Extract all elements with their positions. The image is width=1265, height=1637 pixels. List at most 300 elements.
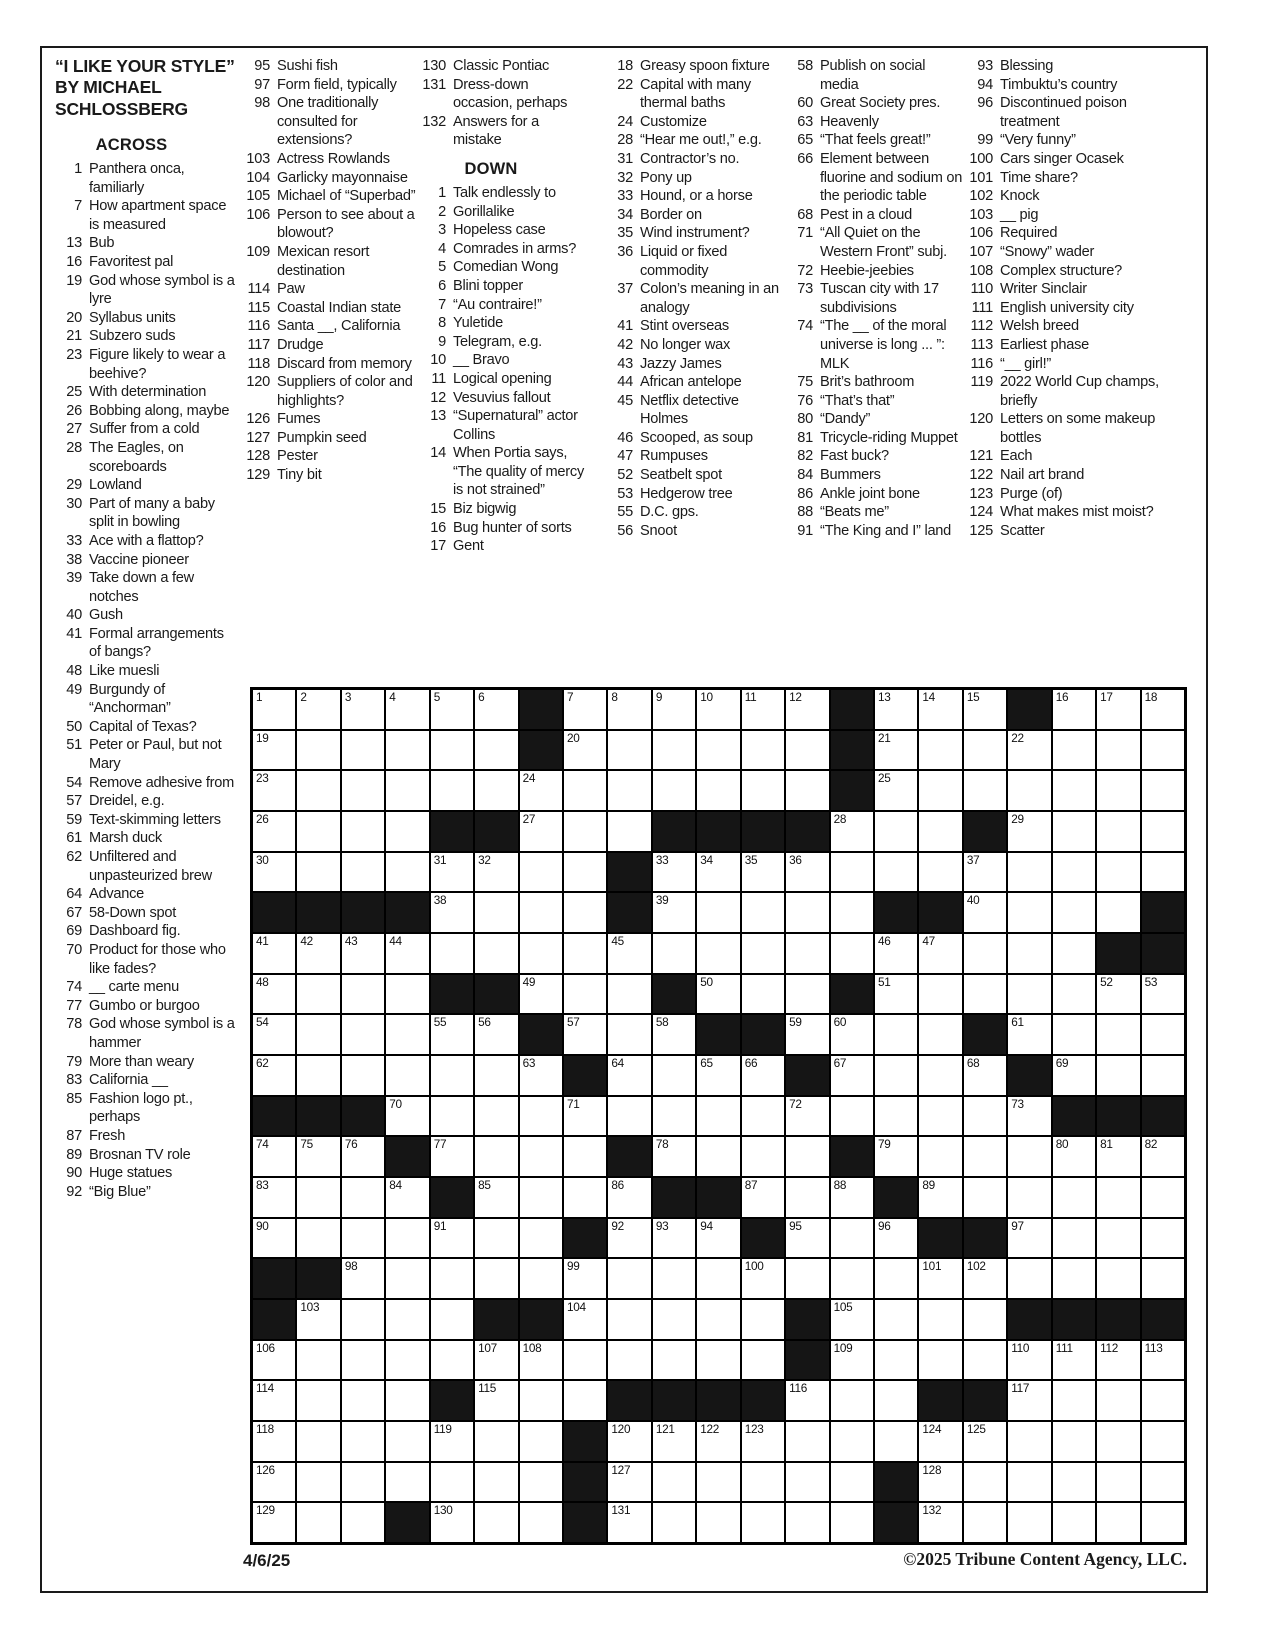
grid-cell[interactable] [653,1219,695,1258]
grid-cell[interactable] [964,975,1006,1014]
grid-cell[interactable] [1142,1015,1184,1054]
grid-cell[interactable] [564,1300,606,1339]
grid-cell[interactable] [475,934,517,973]
grid-cell[interactable] [742,1463,784,1502]
grid-cell[interactable] [964,1300,1006,1339]
grid-cell[interactable] [742,1300,784,1339]
grid-cell[interactable] [786,731,828,770]
grid-cell[interactable] [253,690,295,729]
grid-cell[interactable] [964,1463,1006,1502]
grid-cell[interactable] [786,771,828,810]
grid-cell[interactable] [919,853,961,892]
grid-cell[interactable] [1053,1341,1095,1380]
grid-cell[interactable] [1097,731,1139,770]
grid-cell[interactable] [297,1422,339,1461]
grid-cell[interactable] [1053,1015,1095,1054]
grid-cell[interactable] [697,1219,739,1258]
grid-cell[interactable] [742,1422,784,1461]
grid-cell[interactable] [475,1219,517,1258]
grid-cell[interactable] [386,1056,428,1095]
grid-cell[interactable] [342,1381,384,1420]
grid-cell[interactable] [253,934,295,973]
grid-cell[interactable] [253,1056,295,1095]
grid-cell[interactable] [297,975,339,1014]
grid-cell[interactable] [297,1300,339,1339]
grid-cell[interactable] [520,1381,562,1420]
grid-cell[interactable] [608,1341,650,1380]
grid-cell[interactable] [1053,771,1095,810]
grid-cell[interactable] [475,853,517,892]
grid-cell[interactable] [1142,1137,1184,1176]
grid-cell[interactable] [1097,690,1139,729]
grid-cell[interactable] [1142,771,1184,810]
grid-cell[interactable] [697,893,739,932]
grid-cell[interactable] [475,771,517,810]
grid-cell[interactable] [964,771,1006,810]
grid-cell[interactable] [653,1097,695,1136]
grid-cell[interactable] [964,1056,1006,1095]
grid-cell[interactable] [1053,853,1095,892]
grid-cell[interactable] [742,1056,784,1095]
grid-cell[interactable] [742,771,784,810]
grid-cell[interactable] [1142,690,1184,729]
grid-cell[interactable] [875,1422,917,1461]
grid-cell[interactable] [786,1015,828,1054]
grid-cell[interactable] [831,1341,873,1380]
grid-cell[interactable] [919,1300,961,1339]
grid-cell[interactable] [1142,1341,1184,1380]
grid-cell[interactable] [875,812,917,851]
grid-cell[interactable] [786,1178,828,1217]
grid-cell[interactable] [653,1015,695,1054]
grid-cell[interactable] [608,812,650,851]
grid-cell[interactable] [564,975,606,1014]
grid-cell[interactable] [786,1219,828,1258]
grid-cell[interactable] [475,1463,517,1502]
grid-cell[interactable] [386,853,428,892]
grid-cell[interactable] [742,1259,784,1298]
grid-cell[interactable] [386,1422,428,1461]
grid-cell[interactable] [831,1015,873,1054]
grid-cell[interactable] [342,731,384,770]
grid-cell[interactable] [964,934,1006,973]
grid-cell[interactable] [653,1137,695,1176]
grid-cell[interactable] [831,1381,873,1420]
grid-cell[interactable] [831,853,873,892]
grid-cell[interactable] [297,771,339,810]
grid-cell[interactable] [1142,1178,1184,1217]
grid-cell[interactable] [608,1178,650,1217]
grid-cell[interactable] [1097,1341,1139,1380]
grid-cell[interactable] [386,1381,428,1420]
grid-cell[interactable] [1008,1219,1050,1258]
grid-cell[interactable] [564,853,606,892]
grid-cell[interactable] [742,934,784,973]
grid-cell[interactable] [608,771,650,810]
grid-cell[interactable] [697,1341,739,1380]
grid-cell[interactable] [431,1015,473,1054]
grid-cell[interactable] [1008,1097,1050,1136]
grid-cell[interactable] [253,1178,295,1217]
grid-cell[interactable] [919,934,961,973]
grid-cell[interactable] [1142,1219,1184,1258]
grid-cell[interactable] [1008,731,1050,770]
grid-cell[interactable] [697,853,739,892]
grid-cell[interactable] [1053,934,1095,973]
grid-cell[interactable] [253,1422,295,1461]
grid-cell[interactable] [786,1137,828,1176]
grid-cell[interactable] [342,934,384,973]
grid-cell[interactable] [1053,975,1095,1014]
grid-cell[interactable] [653,853,695,892]
grid-cell[interactable] [697,1422,739,1461]
grid-cell[interactable] [1053,690,1095,729]
grid-cell[interactable] [786,934,828,973]
grid-cell[interactable] [253,1015,295,1054]
grid-cell[interactable] [1097,1137,1139,1176]
grid-cell[interactable] [875,853,917,892]
grid-cell[interactable] [475,1259,517,1298]
grid-cell[interactable] [875,1056,917,1095]
grid-cell[interactable] [564,731,606,770]
grid-cell[interactable] [1008,771,1050,810]
grid-cell[interactable] [608,1463,650,1502]
grid-cell[interactable] [386,690,428,729]
grid-cell[interactable] [431,1463,473,1502]
grid-cell[interactable] [875,1259,917,1298]
grid-cell[interactable] [964,1137,1006,1176]
grid-cell[interactable] [253,731,295,770]
grid-cell[interactable] [653,771,695,810]
grid-cell[interactable] [475,731,517,770]
grid-cell[interactable] [297,731,339,770]
grid-cell[interactable] [608,1259,650,1298]
grid-cell[interactable] [964,1503,1006,1542]
grid-cell[interactable] [475,1056,517,1095]
grid-cell[interactable] [1008,975,1050,1014]
grid-cell[interactable] [831,1259,873,1298]
grid-cell[interactable] [431,1097,473,1136]
grid-cell[interactable] [831,1503,873,1542]
grid-cell[interactable] [342,1219,384,1258]
grid-cell[interactable] [608,1503,650,1542]
grid-cell[interactable] [653,1463,695,1502]
grid-cell[interactable] [697,1097,739,1136]
grid-cell[interactable] [786,1463,828,1502]
grid-cell[interactable] [919,975,961,1014]
grid-cell[interactable] [653,690,695,729]
grid-cell[interactable] [386,934,428,973]
grid-cell[interactable] [742,853,784,892]
grid-cell[interactable] [297,1015,339,1054]
grid-cell[interactable] [1053,731,1095,770]
grid-cell[interactable] [786,1259,828,1298]
grid-cell[interactable] [653,731,695,770]
grid-cell[interactable] [697,1259,739,1298]
grid-cell[interactable] [431,1341,473,1380]
grid-cell[interactable] [431,853,473,892]
grid-cell[interactable] [297,812,339,851]
grid-cell[interactable] [1097,1463,1139,1502]
grid-cell[interactable] [1097,1015,1139,1054]
grid-cell[interactable] [1053,893,1095,932]
grid-cell[interactable] [386,812,428,851]
grid-cell[interactable] [564,1137,606,1176]
grid-cell[interactable] [1097,975,1139,1014]
grid-cell[interactable] [1053,1503,1095,1542]
grid-cell[interactable] [1008,1137,1050,1176]
grid-cell[interactable] [253,1137,295,1176]
grid-cell[interactable] [919,1341,961,1380]
grid-cell[interactable] [919,1259,961,1298]
grid-cell[interactable] [786,1097,828,1136]
grid-cell[interactable] [475,1137,517,1176]
grid-cell[interactable] [1053,812,1095,851]
grid-cell[interactable] [964,1259,1006,1298]
grid-cell[interactable] [520,1259,562,1298]
grid-cell[interactable] [919,731,961,770]
grid-cell[interactable] [520,934,562,973]
grid-cell[interactable] [253,853,295,892]
grid-cell[interactable] [1142,812,1184,851]
grid-cell[interactable] [1008,812,1050,851]
grid-cell[interactable] [520,771,562,810]
grid-cell[interactable] [386,1219,428,1258]
grid-cell[interactable] [653,1503,695,1542]
grid-cell[interactable] [564,893,606,932]
grid-cell[interactable] [520,1137,562,1176]
grid-cell[interactable] [342,1015,384,1054]
grid-cell[interactable] [342,975,384,1014]
grid-cell[interactable] [831,1463,873,1502]
grid-cell[interactable] [919,1178,961,1217]
grid-cell[interactable] [875,731,917,770]
grid-cell[interactable] [964,893,1006,932]
grid-cell[interactable] [697,690,739,729]
grid-cell[interactable] [919,1503,961,1542]
grid-cell[interactable] [386,1259,428,1298]
grid-cell[interactable] [919,1015,961,1054]
grid-cell[interactable] [786,893,828,932]
grid-cell[interactable] [608,731,650,770]
grid-cell[interactable] [297,1381,339,1420]
grid-cell[interactable] [520,1463,562,1502]
grid-cell[interactable] [875,975,917,1014]
grid-cell[interactable] [1097,1381,1139,1420]
grid-cell[interactable] [253,812,295,851]
grid-cell[interactable] [253,1503,295,1542]
grid-cell[interactable] [964,731,1006,770]
grid-cell[interactable] [520,1097,562,1136]
grid-cell[interactable] [564,1381,606,1420]
grid-cell[interactable] [831,893,873,932]
grid-cell[interactable] [1008,1503,1050,1542]
grid-cell[interactable] [697,934,739,973]
grid-cell[interactable] [431,1219,473,1258]
grid-cell[interactable] [831,1178,873,1217]
grid-cell[interactable] [919,1463,961,1502]
grid-cell[interactable] [875,1137,917,1176]
grid-cell[interactable] [431,1056,473,1095]
grid-cell[interactable] [564,1015,606,1054]
grid-cell[interactable] [742,1178,784,1217]
grid-cell[interactable] [475,1422,517,1461]
grid-cell[interactable] [697,1463,739,1502]
grid-cell[interactable] [297,1178,339,1217]
grid-cell[interactable] [520,1219,562,1258]
grid-cell[interactable] [297,1463,339,1502]
grid-cell[interactable] [1097,893,1139,932]
grid-cell[interactable] [831,1300,873,1339]
grid-cell[interactable] [1053,1137,1095,1176]
grid-cell[interactable] [697,975,739,1014]
grid-cell[interactable] [386,1300,428,1339]
grid-cell[interactable] [1097,1056,1139,1095]
grid-cell[interactable] [919,812,961,851]
grid-cell[interactable] [875,1219,917,1258]
grid-cell[interactable] [1142,731,1184,770]
grid-cell[interactable] [431,731,473,770]
grid-cell[interactable] [1142,975,1184,1014]
grid-cell[interactable] [297,690,339,729]
grid-cell[interactable] [1008,1422,1050,1461]
grid-cell[interactable] [697,1056,739,1095]
grid-cell[interactable] [520,1056,562,1095]
grid-cell[interactable] [1053,1463,1095,1502]
grid-cell[interactable] [919,1422,961,1461]
grid-cell[interactable] [475,690,517,729]
grid-cell[interactable] [831,934,873,973]
grid-cell[interactable] [919,771,961,810]
grid-cell[interactable] [564,771,606,810]
grid-cell[interactable] [1008,1463,1050,1502]
grid-cell[interactable] [1097,1219,1139,1258]
grid-cell[interactable] [297,1341,339,1380]
grid-cell[interactable] [653,1422,695,1461]
grid-cell[interactable] [919,690,961,729]
grid-cell[interactable] [742,893,784,932]
grid-cell[interactable] [431,690,473,729]
grid-cell[interactable] [608,1300,650,1339]
grid-cell[interactable] [342,853,384,892]
grid-cell[interactable] [253,1219,295,1258]
grid-cell[interactable] [564,1178,606,1217]
grid-cell[interactable] [1142,1259,1184,1298]
grid-cell[interactable] [875,1015,917,1054]
grid-cell[interactable] [697,731,739,770]
grid-cell[interactable] [475,1381,517,1420]
grid-cell[interactable] [1142,1381,1184,1420]
grid-cell[interactable] [786,853,828,892]
grid-cell[interactable] [742,1097,784,1136]
grid-cell[interactable] [1097,1259,1139,1298]
grid-cell[interactable] [1053,1056,1095,1095]
grid-cell[interactable] [831,1056,873,1095]
grid-cell[interactable] [386,975,428,1014]
grid-cell[interactable] [564,1097,606,1136]
grid-cell[interactable] [520,975,562,1014]
grid-cell[interactable] [1008,1259,1050,1298]
grid-cell[interactable] [697,1300,739,1339]
grid-cell[interactable] [1053,1178,1095,1217]
grid-cell[interactable] [475,893,517,932]
grid-cell[interactable] [475,1178,517,1217]
grid-cell[interactable] [1008,1178,1050,1217]
grid-cell[interactable] [297,1503,339,1542]
grid-cell[interactable] [1097,1178,1139,1217]
grid-cell[interactable] [964,1097,1006,1136]
grid-cell[interactable] [1097,1422,1139,1461]
grid-cell[interactable] [742,1503,784,1542]
grid-cell[interactable] [342,690,384,729]
grid-cell[interactable] [431,1503,473,1542]
grid-cell[interactable] [253,1341,295,1380]
grid-cell[interactable] [964,1422,1006,1461]
grid-cell[interactable] [253,975,295,1014]
grid-cell[interactable] [1142,1422,1184,1461]
grid-cell[interactable] [386,771,428,810]
grid-cell[interactable] [386,1341,428,1380]
grid-cell[interactable] [564,1341,606,1380]
grid-cell[interactable] [608,690,650,729]
grid-cell[interactable] [386,1463,428,1502]
grid-cell[interactable] [1008,934,1050,973]
grid-cell[interactable] [475,1097,517,1136]
grid-cell[interactable] [342,1259,384,1298]
grid-cell[interactable] [386,731,428,770]
grid-cell[interactable] [1142,1503,1184,1542]
grid-cell[interactable] [1053,1259,1095,1298]
grid-cell[interactable] [697,1503,739,1542]
grid-cell[interactable] [875,1300,917,1339]
grid-cell[interactable] [608,1097,650,1136]
grid-cell[interactable] [786,690,828,729]
grid-cell[interactable] [342,1422,384,1461]
grid-cell[interactable] [342,1463,384,1502]
grid-cell[interactable] [608,1056,650,1095]
grid-cell[interactable] [253,1381,295,1420]
grid-cell[interactable] [253,1463,295,1502]
grid-cell[interactable] [342,771,384,810]
grid-cell[interactable] [475,1341,517,1380]
grid-cell[interactable] [1053,1219,1095,1258]
grid-cell[interactable] [964,1341,1006,1380]
grid-cell[interactable] [297,934,339,973]
grid-cell[interactable] [475,1015,517,1054]
grid-cell[interactable] [742,1341,784,1380]
grid-cell[interactable] [342,1178,384,1217]
grid-cell[interactable] [1008,893,1050,932]
grid-cell[interactable] [564,812,606,851]
grid-cell[interactable] [742,731,784,770]
grid-cell[interactable] [297,1219,339,1258]
grid-cell[interactable] [297,853,339,892]
grid-cell[interactable] [431,1259,473,1298]
grid-cell[interactable] [919,1056,961,1095]
grid-cell[interactable] [520,1422,562,1461]
grid-cell[interactable] [964,853,1006,892]
grid-cell[interactable] [742,975,784,1014]
grid-cell[interactable] [297,1137,339,1176]
grid-cell[interactable] [342,1300,384,1339]
grid-cell[interactable] [342,812,384,851]
grid-cell[interactable] [786,1381,828,1420]
grid-cell[interactable] [1097,812,1139,851]
grid-cell[interactable] [520,1503,562,1542]
grid-cell[interactable] [431,1137,473,1176]
grid-cell[interactable] [431,893,473,932]
grid-cell[interactable] [564,934,606,973]
